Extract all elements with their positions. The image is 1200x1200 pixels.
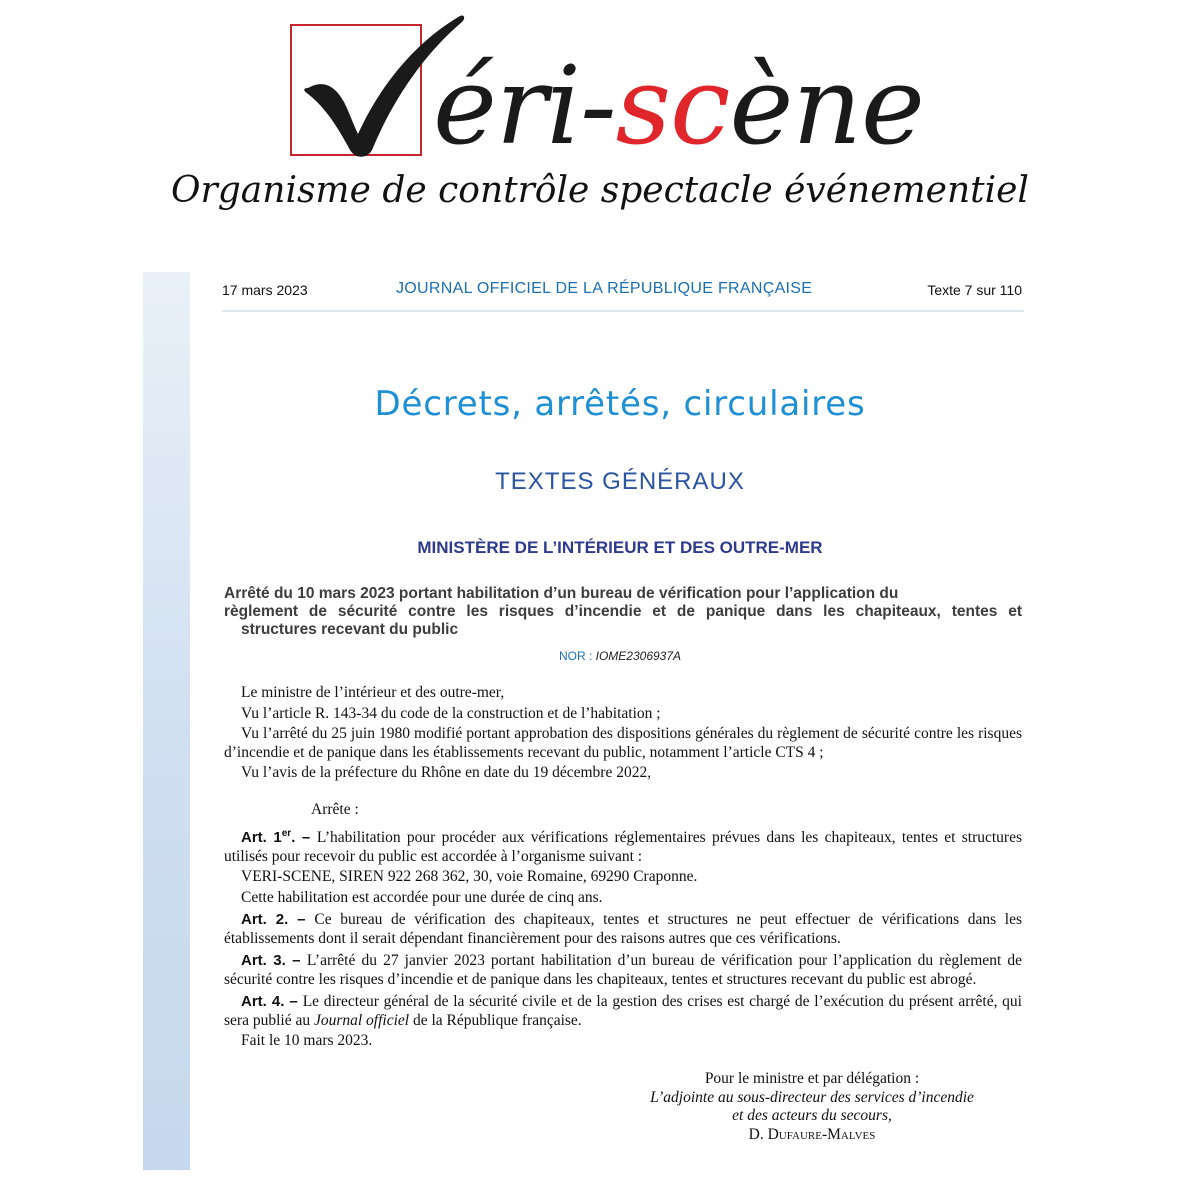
journal-page — [190, 272, 1050, 1170]
arrete-title-line: règlement de sécurité contre les risques d’incendie et de panique dans les chapiteaux, tentes et — [224, 603, 1022, 620]
nor-reference — [190, 649, 1050, 663]
article-3 — [224, 952, 1022, 989]
preamble-minister: Le ministre de l’intérieur et des outre-mer, — [241, 684, 505, 701]
signature-role-line1: L’adjointe au sous-directeur des services d’incendie — [650, 1088, 974, 1106]
preamble-vu-avis: Vu l’avis de la préfecture du Rhône en date du 19 décembre 2022, — [241, 764, 652, 781]
arrete-title-line: structures recevant du public — [241, 621, 459, 638]
article-1 — [224, 825, 1022, 866]
journal-title: JOURNAL OFFICIEL DE LA RÉPUBLIQUE FRANÇAISE — [396, 280, 813, 297]
article-4-label: Art. 4 — [241, 993, 281, 1011]
arrete-body — [224, 684, 1022, 1053]
article-1-label: Art. 1 — [241, 829, 282, 847]
article-4-text-italic: Journal officiel — [313, 1011, 410, 1029]
article-1-dash: . – — [291, 829, 317, 847]
arrete-title — [224, 585, 1022, 639]
signature-block — [602, 1070, 1022, 1144]
section-title: Décrets, arrêtés, circulaires — [374, 384, 866, 424]
article-2-text: Ce bureau de vérification des chapiteaux, tentes et structures ne peut effectuer de vérifications dans les établissements dont il serait dépendant financièrement pour des raisons autres que ces vérifications. — [224, 911, 1022, 947]
article-3-dash: . – — [281, 952, 307, 970]
article-4 — [224, 993, 1022, 1030]
arrete-title-line: Arrêté du 10 mars 2023 portant habilitation d’un bureau de vérification pour l’application du — [224, 585, 899, 602]
journal-header — [222, 282, 1022, 312]
journal-texte-number: Texte 7 sur 110 — [927, 282, 1022, 298]
nor-value: IOME2306937A — [595, 649, 682, 663]
preamble-vu-arrete: Vu l’arrêté du 25 juin 1980 modifié portant approbation des dispositions générales du règlement de sécurité contre les risques d’incendie et de panique dans les établissements recevant du public, notamment l’article CTS 4 ; — [224, 725, 1022, 761]
logo-text-part1: éri- — [433, 44, 616, 169]
logo-text-red: sc — [615, 44, 730, 169]
page-side-band — [143, 272, 190, 1170]
logo-text-part2: ène — [729, 44, 924, 169]
nor-label: NOR : — [558, 649, 596, 663]
signature-name: D. Dufaure-Malves — [748, 1125, 876, 1143]
journal-date: 17 mars 2023 — [222, 282, 308, 298]
article-2 — [224, 911, 1022, 948]
article-1-sup: er — [281, 828, 292, 839]
article-4-text-before: Le directeur général de la sécurité civile et de la gestion des crises est chargé de l’exécution du présent arrêté, qui sera publié au — [224, 993, 1022, 1029]
article-4-dash: . – — [280, 993, 303, 1011]
logo-wordmark — [433, 42, 924, 172]
logo-tagline: Organisme de contrôle spectacle événementiel — [171, 170, 1029, 211]
signature-role-line2: et des acteurs du secours, — [732, 1107, 892, 1124]
article-2-dash: . – — [284, 911, 315, 929]
duree-line: Cette habilitation est accordée pour une durée de cinq ans. — [241, 888, 603, 906]
article-3-label: Art. 3 — [241, 952, 282, 970]
article-2-label: Art. 2 — [241, 911, 285, 929]
ministry-heading: MINISTÈRE DE L’INTÉRIEUR ET DES OUTRE-MER — [417, 538, 823, 557]
arrete-word: Arrête : — [311, 800, 359, 818]
article-1-text: L’habilitation pour procéder aux vérifications réglementaires prévues dans les chapiteaux, tentes et structures utilisés pour recevoir du public est accordée à l’organisme suivant : — [224, 829, 1023, 865]
organisme-line: VERI-SCENE, SIREN 922 268 362, 30, voie Romaine, 69290 Craponne. — [241, 868, 698, 886]
signature-line1: Pour le ministre et par délégation : — [704, 1070, 920, 1087]
fait-le: Fait le 10 mars 2023. — [241, 1032, 373, 1050]
sub-title: TEXTES GÉNÉRAUX — [495, 468, 745, 495]
article-4-text-after: de la République française. — [409, 1011, 582, 1029]
article-3-text: L’arrêté du 27 janvier 2023 portant habilitation d’un bureau de vérification pour l’application du règlement de sécurité contre les risques d’incendie et de panique dans les chapiteaux, tentes et structures recevant du public est abrogé. — [224, 952, 1022, 988]
preamble-vu-article: Vu l’article R. 143-34 du code de la construction et de l’habitation ; — [241, 704, 661, 722]
header-divider — [222, 310, 1024, 312]
